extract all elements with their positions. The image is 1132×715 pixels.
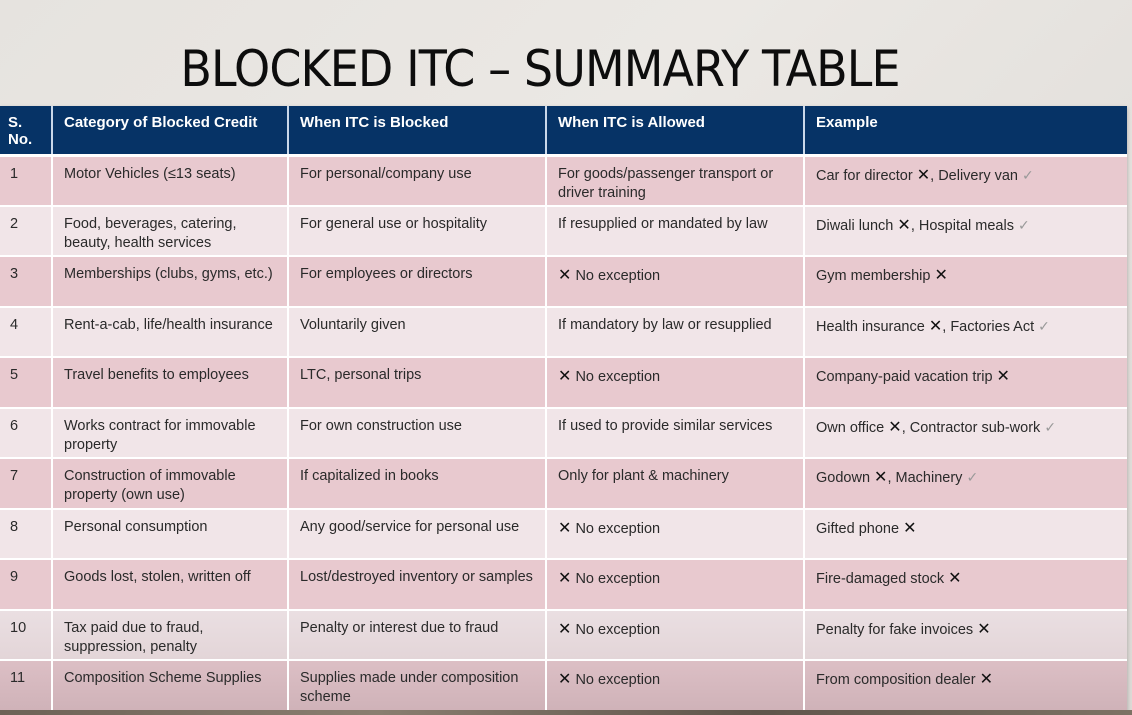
table-row xyxy=(0,610,1127,661)
cell-when-blocked: LTC, personal trips xyxy=(288,357,546,408)
allowed-text: No exception xyxy=(575,672,661,688)
allowed-text: No exception xyxy=(575,268,661,284)
check-icon: ✓ xyxy=(1038,318,1050,335)
cell-sno: 5 xyxy=(0,357,52,408)
example-text: , Contractor sub-work xyxy=(901,419,1041,436)
cross-icon: ✕ xyxy=(558,517,572,537)
cell-sno: 3 xyxy=(0,256,52,307)
table-header-row xyxy=(0,106,1127,155)
cell-sno: 7 xyxy=(0,458,52,509)
table-row xyxy=(0,458,1127,509)
example-text: Gym membership xyxy=(816,268,931,284)
allowed-text: No exception xyxy=(575,369,661,385)
cell-when-blocked: Lost/destroyed inventory or samples xyxy=(288,559,546,610)
cell-category: Rent-a-cab, life/health insurance xyxy=(52,307,288,358)
cell-example xyxy=(804,357,1127,408)
example-text: Own office xyxy=(816,419,885,436)
cell-when-blocked: Penalty or interest due to fraud xyxy=(288,610,546,661)
example-text: Health insurance xyxy=(816,318,925,335)
slide-title: BLOCKED ITC – SUMMARY TABLE xyxy=(180,40,900,98)
example-text: , Hospital meals xyxy=(910,217,1014,234)
example-text: , Machinery xyxy=(887,470,963,486)
cell-when-allowed xyxy=(546,458,804,509)
cell-example xyxy=(804,408,1127,459)
cell-category: Memberships (clubs, gyms, etc.) xyxy=(52,256,288,307)
example-text: Company-paid vacation trip xyxy=(816,369,993,385)
cell-when-blocked: For general use or hospitality xyxy=(288,206,546,257)
cell-category: Tax paid due to fraud, suppression, penalty xyxy=(52,610,288,661)
cell-when-allowed xyxy=(546,660,804,711)
allowed-text: No exception xyxy=(575,520,661,537)
cell-when-allowed xyxy=(546,408,804,459)
table-row xyxy=(0,256,1127,307)
cell-category: Works contract for immovable property xyxy=(52,408,288,459)
check-icon: ✓ xyxy=(1022,167,1034,184)
table-row xyxy=(0,559,1127,610)
cell-example xyxy=(804,559,1127,610)
cross-icon: ✕ xyxy=(558,265,572,284)
cell-example xyxy=(804,307,1127,358)
cell-sno: 11 xyxy=(0,660,52,711)
cross-icon: ✕ xyxy=(996,366,1010,385)
check-icon: ✓ xyxy=(1044,419,1057,436)
example-text: From composition dealer xyxy=(816,672,976,688)
cross-icon: ✕ xyxy=(558,568,572,587)
cell-when-blocked: For employees or directors xyxy=(288,256,546,307)
cross-icon: ✕ xyxy=(928,315,943,335)
cell-when-allowed xyxy=(546,509,804,560)
cell-example xyxy=(804,660,1127,711)
allowed-text: No exception xyxy=(575,621,661,638)
cell-example xyxy=(804,458,1127,509)
example-text: , Factories Act xyxy=(942,318,1035,335)
cell-category: Motor Vehicles (≤13 seats) xyxy=(52,155,288,206)
cell-sno: 10 xyxy=(0,610,52,661)
check-icon: ✓ xyxy=(966,470,979,486)
cross-icon: ✕ xyxy=(897,214,911,234)
cross-icon: ✕ xyxy=(934,265,948,284)
allowed-text: Only for plant & machinery xyxy=(558,468,729,484)
cell-sno: 8 xyxy=(0,509,52,560)
cell-when-allowed xyxy=(546,307,804,358)
cell-when-allowed xyxy=(546,357,804,408)
bottom-edge-strip xyxy=(0,710,1132,715)
cell-category: Personal consumption xyxy=(52,509,288,560)
example-text: Fire-damaged stock xyxy=(816,571,945,587)
cell-when-blocked: Any good/service for personal use xyxy=(288,509,546,560)
cross-icon: ✕ xyxy=(916,164,931,184)
cell-when-blocked: For own construction use xyxy=(288,408,546,459)
cell-category: Composition Scheme Supplies xyxy=(52,660,288,711)
cell-when-allowed xyxy=(546,559,804,610)
cell-when-blocked: If capitalized in books xyxy=(288,458,546,509)
example-text: Penalty for fake invoices xyxy=(816,621,974,638)
table-row xyxy=(0,206,1127,257)
table-row xyxy=(0,509,1127,560)
cell-example xyxy=(804,509,1127,560)
cross-icon: ✕ xyxy=(558,618,572,638)
cell-when-allowed xyxy=(546,610,804,661)
cell-category: Travel benefits to employees xyxy=(52,357,288,408)
allowed-text: For goods/passenger transport or driver training xyxy=(558,165,774,201)
cell-sno: 4 xyxy=(0,307,52,358)
header-example: Example xyxy=(804,106,1127,155)
cell-when-blocked: Supplies made under composition scheme xyxy=(288,660,546,711)
header-sno: S. No. xyxy=(0,106,52,155)
cross-icon: ✕ xyxy=(903,517,917,537)
cross-icon: ✕ xyxy=(979,669,994,688)
blocked-itc-table-container xyxy=(0,106,1127,712)
check-icon: ✓ xyxy=(1018,217,1030,234)
header-when-allowed: When ITC is Allowed xyxy=(546,106,804,155)
cross-icon: ✕ xyxy=(874,467,888,486)
blocked-itc-table xyxy=(0,106,1127,711)
cell-category: Goods lost, stolen, written off xyxy=(52,559,288,610)
example-text: Godown xyxy=(816,470,871,486)
example-text: Diwali lunch xyxy=(816,217,894,234)
example-text: , Delivery van xyxy=(930,167,1018,184)
table-row xyxy=(0,408,1127,459)
cell-example xyxy=(804,206,1127,257)
example-text: Gifted phone xyxy=(816,520,900,537)
cell-example xyxy=(804,256,1127,307)
cell-example xyxy=(804,610,1127,661)
allowed-text: If mandatory by law or resupplied xyxy=(558,316,772,333)
cross-icon: ✕ xyxy=(558,366,572,385)
cell-category: Food, beverages, catering, beauty, health services xyxy=(52,206,288,257)
table-row xyxy=(0,357,1127,408)
allowed-text: If resupplied or mandated by law xyxy=(558,215,768,232)
allowed-text: If used to provide similar services xyxy=(558,417,773,434)
cell-when-allowed xyxy=(546,256,804,307)
cell-when-blocked: Voluntarily given xyxy=(288,307,546,358)
header-category: Category of Blocked Credit xyxy=(52,106,288,155)
header-when-blocked: When ITC is Blocked xyxy=(288,106,546,155)
cell-sno: 2 xyxy=(0,206,52,257)
cross-icon: ✕ xyxy=(948,568,962,587)
cell-when-allowed xyxy=(546,206,804,257)
table-row xyxy=(0,660,1127,711)
example-text: Car for director xyxy=(816,167,913,184)
table-body xyxy=(0,155,1127,711)
cell-when-blocked: For personal/company use xyxy=(288,155,546,206)
cell-sno: 6 xyxy=(0,408,52,459)
cross-icon: ✕ xyxy=(888,416,902,436)
cell-category: Construction of immovable property (own use) xyxy=(52,458,288,509)
cell-sno: 9 xyxy=(0,559,52,610)
cross-icon: ✕ xyxy=(558,669,572,688)
table-row xyxy=(0,155,1127,206)
allowed-text: No exception xyxy=(575,571,661,587)
cross-icon: ✕ xyxy=(977,618,991,638)
table-row xyxy=(0,307,1127,358)
cell-sno: 1 xyxy=(0,155,52,206)
cell-when-allowed xyxy=(546,155,804,206)
cell-example xyxy=(804,155,1127,206)
